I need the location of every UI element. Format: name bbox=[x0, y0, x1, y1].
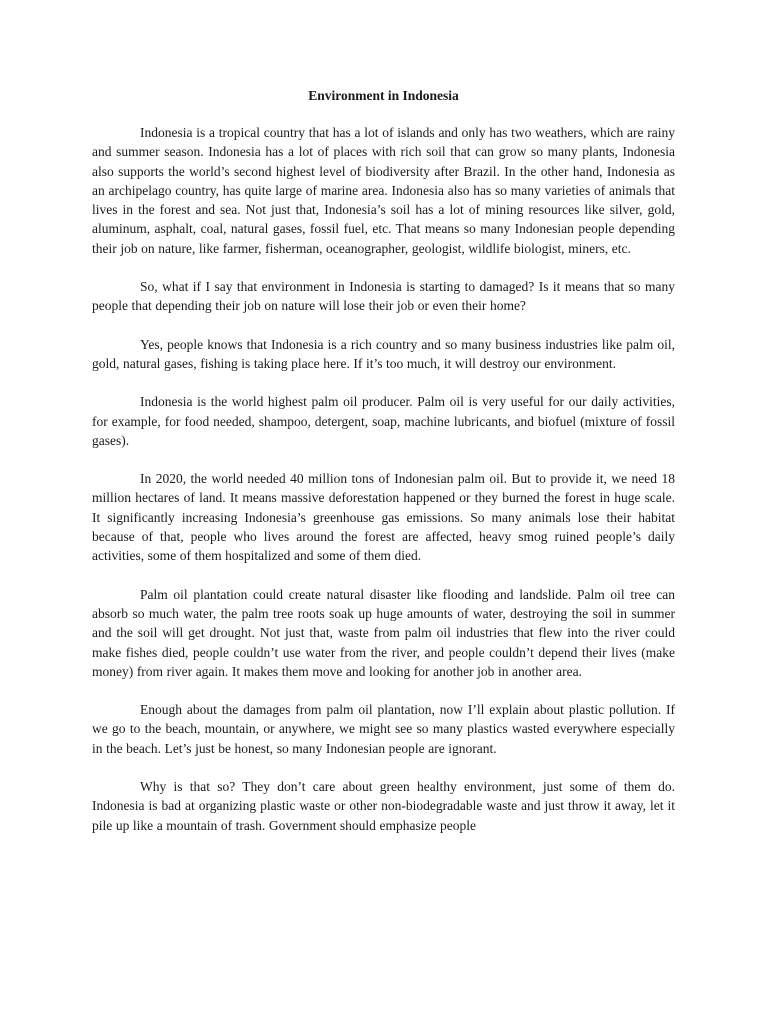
paragraph-4: Indonesia is the world highest palm oil producer. Palm oil is very useful for our daily activities, for example, for food needed, shampoo, detergent, soap, machine lubricants, and biofuel (mixture of fossil gases). bbox=[92, 394, 675, 448]
paragraph-7: Enough about the damages from palm oil plantation, now I’ll explain about plastic pollution. If we go to the beach, mountain, or anywhere, we might see so many plastics wasted everywhere especially in the beach. Let’s just be honest, so many Indonesian people are ignorant. bbox=[92, 702, 675, 756]
paragraph-2: So, what if I say that environment in Indonesia is starting to damaged? Is it means that so many people that depending their job on nature will lose their job or even their home? bbox=[92, 279, 675, 314]
paragraph-8: Why is that so? They don’t care about green healthy environment, just some of them do. Indonesia is bad at organizing plastic waste or other non-biodegradable waste and just throw it away, let it pile up like a mountain of trash. Government should emphasize people bbox=[92, 779, 675, 833]
paragraph-1: Indonesia is a tropical country that has a lot of islands and only has two weathers, which are rainy and summer season. Indonesia has a lot of places with rich soil that can grow so many plants, Indonesia also supports the world’s second highest level of biodiversity after Brazil. In the other hand, Indonesia as an archipelago country, has quite large of marine area. Indonesia also has so many varieties of animals that lives in the forest and sea. Not just that, Indonesia’s soil has a lot of mining resources like silver, gold, aluminum, asphalt, coal, natural gases, fossil fuel, etc. That means so many Indonesian people depending their job on nature, like farmer, fisherman, oceanographer, geologist, wildlife biologist, miners, etc. bbox=[92, 125, 675, 256]
paragraph-3: Yes, people knows that Indonesia is a rich country and so many business industries like palm oil, gold, natural gases, fishing is taking place here. If it’s too much, it will destroy our environment. bbox=[92, 336, 675, 371]
paragraph-6: Palm oil plantation could create natural disaster like flooding and landslide. Palm oil tree can absorb so much water, the palm tree roots soak up huge amounts of water, destroying the soil in summer and the soil will get drought. Not just that, waste from palm oil industries that flew into the river could make fishes died, people couldn’t use water from the river, and people couldn’t depend their lives (make money) from river again. It makes them move and looking for another job in another area. bbox=[92, 586, 675, 679]
document-title: Environment in Indonesia bbox=[308, 88, 459, 103]
paragraph-5: In 2020, the world needed 40 million tons of Indonesian palm oil. But to provide it, we need 18 million hectares of land. It means massive deforestation happened or they burned the forest in huge scale. It significantly increasing Indonesia’s greenhouse gas emissions. So many animals lose their habitat because of that, people who lives around the forest are affected, heavy smog ruined people’s daily activities, some of them hospitalized and some of them died. bbox=[92, 471, 675, 564]
document-page bbox=[92, 86, 675, 835]
